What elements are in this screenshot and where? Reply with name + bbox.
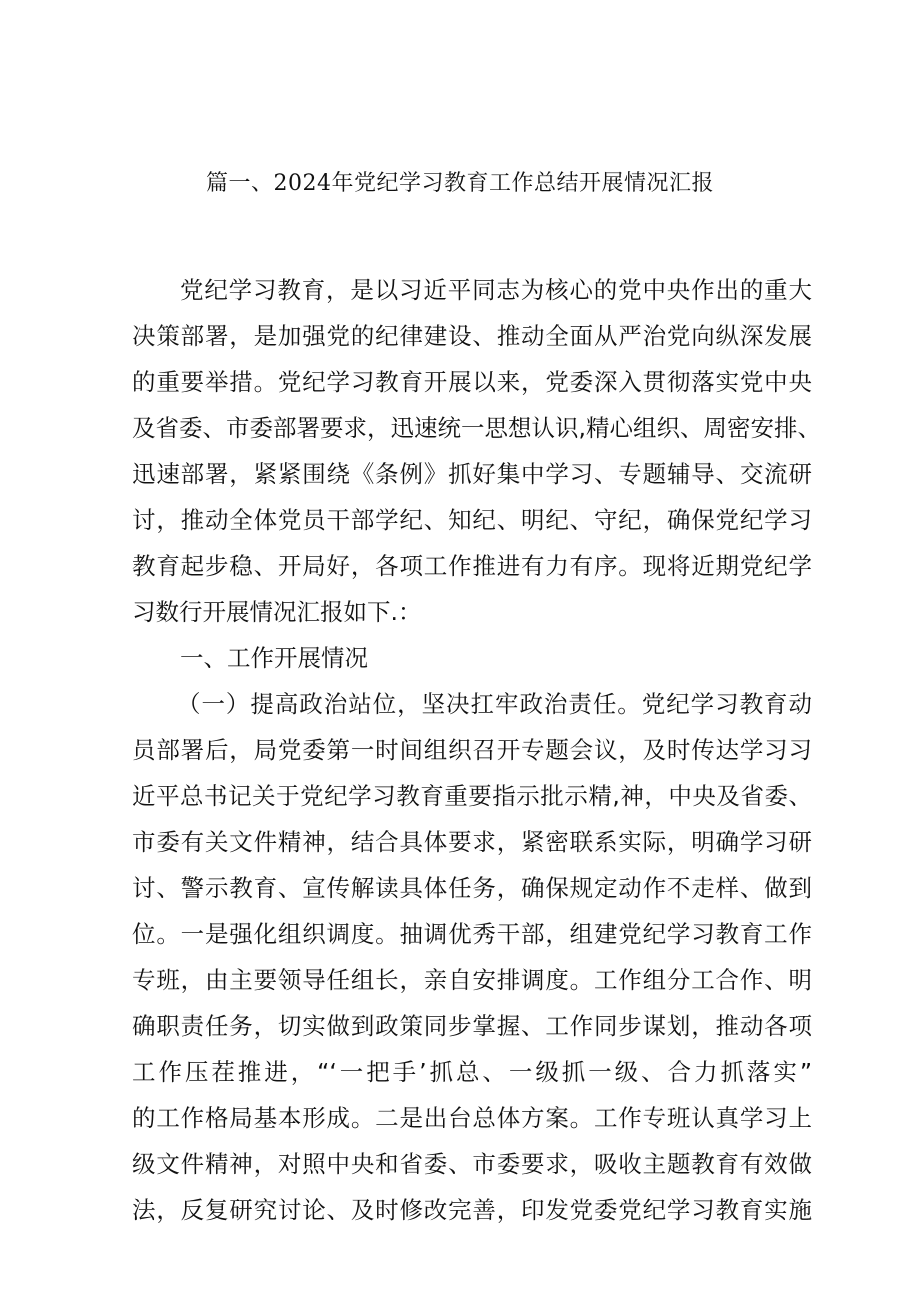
paragraph-1-line-6: 讨，推动全体党员干部学纪、知纪、明纪、守纪，确保党纪学习 — [132, 506, 812, 534]
section-heading: 一、工作开展情况 — [180, 644, 368, 672]
paragraph-2-line-3: 近平总书记关于党纪学习教育重要指示批示精,神，中央及省委、 — [132, 782, 812, 810]
paragraph-1-line-8: 习数行开展情况汇报如下.： — [132, 598, 422, 626]
paragraph-2-line-12: 法，反复研究讨论、及时修改完善，印发党委党纪学习教育实施 — [132, 1196, 812, 1224]
paragraph-1-line-3: 的重要举措。党纪学习教育开展以来，党委深入贯彻落实党中央 — [132, 368, 812, 396]
paragraph-2-line-2: 员部署后，局党委第一时间组织召开专题会议，及时传达学习习 — [132, 736, 812, 764]
paragraph-1-line-5: 迅速部署，紧紧围绕《条例》抓好集中学习、专题辅导、交流研 — [132, 460, 812, 488]
document-body — [132, 267, 821, 1233]
paragraph-2-line-5: 讨、警示教育、宣传解读具体任务，确保规定动作不走样、做到 — [132, 874, 812, 902]
paragraph-1-line-4: 及省委、市委部署要求，迅速统一思想认识,精心组织、周密安排、 — [132, 414, 821, 442]
paragraph-2-line-8: 确职责任务，切实做到政策同步掌握、工作同步谋划，推动各项 — [132, 1012, 812, 1040]
paragraph-2-line-7: 专班，由主要领导任组长，亲自安排调度。工作组分工合作、明 — [132, 966, 812, 994]
paragraph-1-line-7: 教育起步稳、开局好，各项工作推进有力有序。现将近期党纪学 — [132, 552, 812, 580]
document-title: 篇一、2024年党纪学习教育工作总结开展情况汇报 — [206, 171, 714, 196]
paragraph-2-line-4: 市委有关文件精神，结合具体要求，紧密联系实际，明确学习研 — [132, 828, 812, 856]
paragraph-1-line-1: 党纪学习教育，是以习近平同志为核心的党中央作出的重大 — [180, 276, 812, 304]
paragraph-2-line-11: 级文件精神，对照中央和省委、市委要求，吸收主题教育有效做 — [132, 1150, 812, 1178]
paragraph-2-line-1: （一）提高政治站位，坚决扛牢政治责任。党纪学习教育动 — [177, 690, 812, 718]
paragraph-1-line-2: 决策部署，是加强党的纪律建设、推动全面从严治党向纵深发展 — [132, 322, 812, 350]
paragraph-2-line-9: 工作压茬推进，“‘一把手’抓总、一级抓一级、合力抓落实” — [132, 1058, 812, 1086]
paragraph-2-line-10: 的工作格局基本形成。二是出台总体方案。工作专班认真学习上 — [132, 1104, 812, 1132]
paragraph-2-line-6: 位。一是强化组织调度。抽调优秀干部，组建党纪学习教育工作 — [132, 920, 812, 948]
